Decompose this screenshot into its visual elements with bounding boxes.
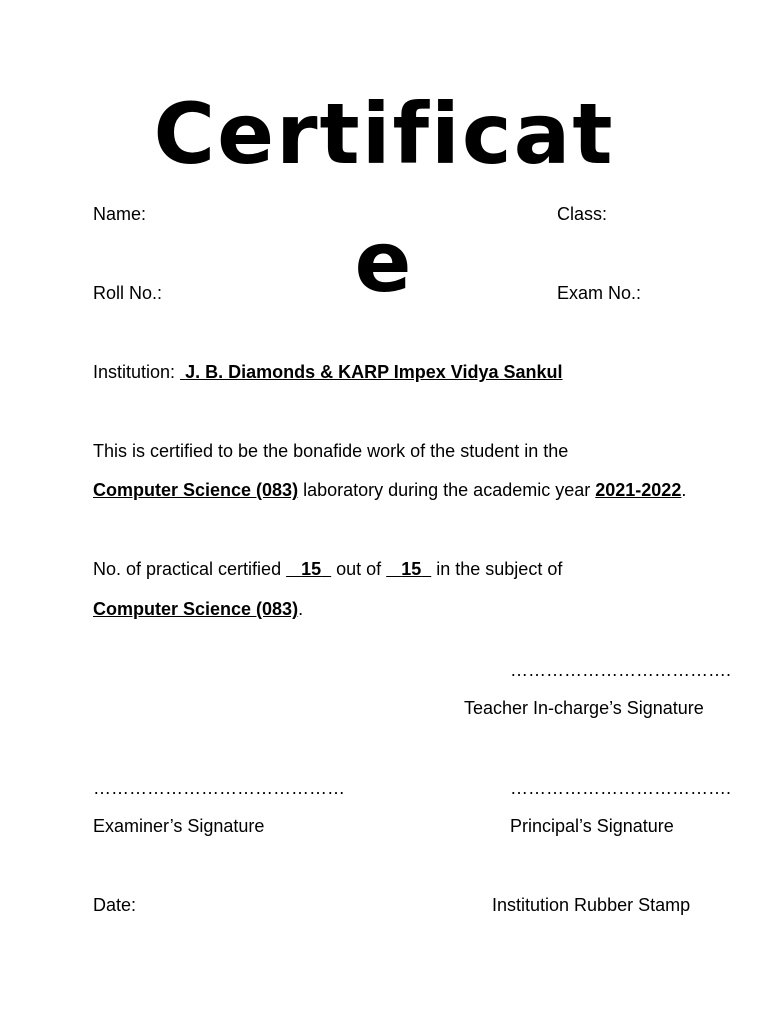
period: . — [681, 480, 687, 500]
practical-count-line — [93, 558, 562, 580]
examiner-signature-line: …………………………………… — [93, 778, 345, 798]
practical-prefix: No. of practical certified — [93, 559, 287, 579]
teacher-signature-line: ………………………………. — [510, 660, 732, 680]
institution-value: J. B. Diamonds & KARP Impex Vidya Sankul — [185, 362, 563, 382]
period-2: . — [298, 599, 304, 619]
examiner-signature-label: Examiner’s Signature — [93, 816, 265, 836]
principal-signature-line: ………………………………. — [510, 778, 732, 798]
certification-text-line2 — [93, 479, 686, 501]
page-title: Certificate — [153, 85, 615, 311]
academic-year: 2021-2022 — [595, 480, 682, 500]
practical-total: 15 — [401, 559, 422, 579]
subject-line — [93, 598, 303, 620]
subject-name-2: Computer Science (083) — [93, 599, 299, 619]
institution-line — [93, 361, 563, 383]
out-of-text: out of — [331, 559, 387, 579]
name-label: Name: — [93, 204, 147, 224]
institution-label: Institution: — [93, 362, 176, 382]
subject-name: Computer Science (083) — [93, 480, 299, 500]
certification-text-mid: laboratory during the academic year — [298, 480, 596, 500]
teacher-signature-label: Teacher In-charge’s Signature — [464, 698, 704, 718]
rubber-stamp-label: Institution Rubber Stamp — [492, 895, 691, 915]
subject-suffix: in the subject of — [431, 559, 563, 579]
class-label: Class: — [557, 204, 608, 224]
certification-text-line1: This is certified to be the bonafide work of the student in the — [93, 441, 569, 461]
principal-signature-label: Principal’s Signature — [510, 816, 674, 836]
exam-no-label: Exam No.: — [557, 283, 642, 303]
date-label: Date: — [93, 895, 137, 915]
roll-no-label: Roll No.: — [93, 283, 163, 303]
practical-count: 15 — [301, 559, 322, 579]
